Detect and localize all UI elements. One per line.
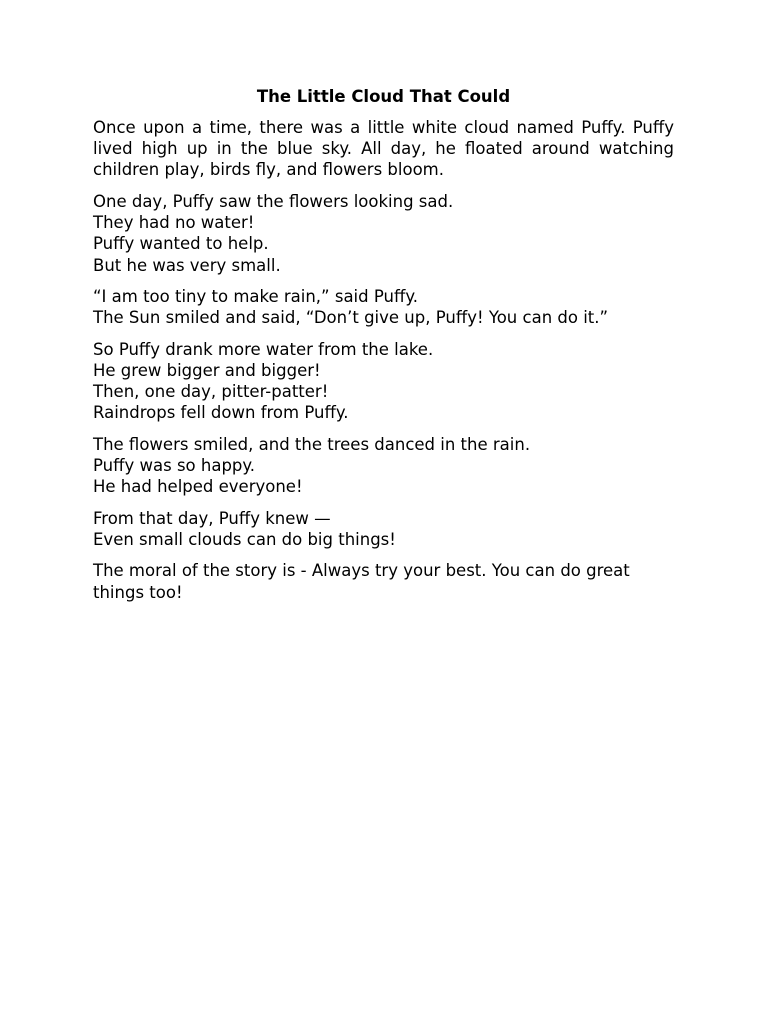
paragraph-line: So Puffy drank more water from the lake. — [93, 339, 434, 359]
paragraph-line: Even small clouds can do big things! — [93, 529, 396, 549]
paragraph-flowers — [93, 191, 674, 276]
intro-paragraph: Once upon a time, there was a little white cloud named Puffy. Puffy lived high up in the blue sky. All day, he floated around watching children play, birds fly, and flowers bloom. — [93, 118, 674, 180]
paragraph-sun — [93, 286, 674, 328]
paragraph-line: Then, one day, pitter-patter! — [93, 382, 329, 402]
paragraph-line: The Sun smiled and said, “Don’t give up, Puffy! You can do it.” — [93, 308, 609, 328]
paragraph-line: Puffy wanted to help. — [93, 234, 269, 254]
paragraph-happy — [93, 434, 674, 498]
paragraph-lesson — [93, 508, 674, 550]
paragraph-line: “I am too tiny to make rain,” said Puffy. — [93, 287, 418, 307]
paragraph-line: One day, Puffy saw the flowers looking sad. — [93, 191, 454, 211]
paragraph-line: The flowers smiled, and the trees danced in the rain. — [93, 434, 531, 454]
paragraph-line: But he was very small. — [93, 255, 281, 275]
paragraph-line: They had no water! — [93, 213, 255, 233]
paragraph-line: Raindrops fell down from Puffy. — [93, 403, 349, 423]
paragraph-line: He had helped everyone! — [93, 477, 303, 497]
document-body — [93, 86, 674, 613]
story-title: The Little Cloud That Could — [256, 87, 511, 106]
paragraph-rain — [93, 339, 674, 424]
paragraph-line: Puffy was so happy. — [93, 456, 256, 476]
paragraph-line: He grew bigger and bigger! — [93, 360, 321, 380]
moral-paragraph: The moral of the story is - Always try your best. You can do great things too! — [93, 561, 630, 602]
paragraph-line: From that day, Puffy knew — — [93, 508, 331, 528]
